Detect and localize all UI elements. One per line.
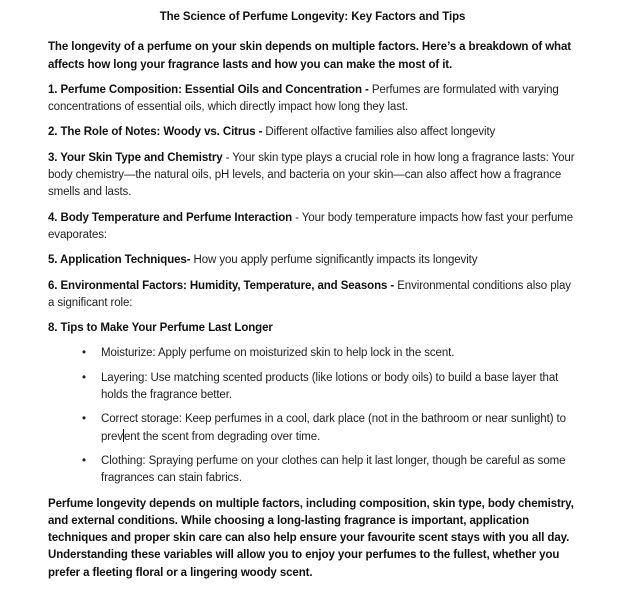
section-paragraph-4[interactable]	[48, 210, 577, 245]
section-heading-5: 5. Application Techniques-	[48, 254, 191, 267]
tip-text: Moisturize: Apply perfume on moisturized skin to help lock in the scent.	[101, 347, 455, 360]
section-heading-3: 3. Your Skin Type and Chemistry	[48, 151, 223, 164]
section-text-6: Environmental conditions also play a significant role:	[48, 279, 571, 309]
section-heading-8: 8. Tips to Make Your Perfume Last Longer	[48, 322, 273, 335]
section-heading-4: 4. Body Temperature and Perfume Interaction	[48, 211, 293, 224]
tip-text-before-caret: Correct storage: Keep perfumes in a cool, dark place (not in the bathroom or near sunlight) to prev	[101, 413, 566, 443]
bullet-icon: •	[82, 454, 86, 467]
section-text-3: - Your skin type plays a crucial role in how long a fragrance lasts: Your body chemistry—the natural oils, pH levels, and bacteria on your skin—can also affect how a fragrance smells and lasts.	[48, 151, 575, 199]
tip-item-clothing[interactable]	[82, 453, 577, 488]
tip-item-layering[interactable]	[82, 370, 577, 405]
section-paragraph-6[interactable]	[48, 278, 577, 313]
section-paragraph-2[interactable]	[48, 124, 577, 141]
section-paragraph-8[interactable]	[48, 320, 577, 337]
intro-paragraph[interactable]: The longevity of a perfume on your skin depends on multiple factors. Here’s a breakdown of what affects how long your fragrance lasts and how you can make the most of it.	[48, 41, 571, 71]
section-heading-2: 2. The Role of Notes: Woody vs. Citrus -	[48, 126, 263, 139]
tip-item-correct-storage[interactable]	[82, 411, 577, 446]
section-heading-6: 6. Environmental Factors: Humidity, Temperature, and Seasons -	[48, 279, 395, 292]
tip-item-moisturize[interactable]	[82, 345, 577, 362]
closing-paragraph[interactable]: Perfume longevity depends on multiple factors, including composition, skin type, body chemistry, and external conditions. While choosing a long-lasting fragrance is important, application techniques and proper skin care can also help ensure your favourite scent stays with you all day. Understanding these variables will allow you to enjoy your perfumes to the fullest, whether you prefer a fleeting floral or a lingering woody scent.	[48, 497, 574, 579]
tip-text-after-caret: ent the scent from degrading over time.	[123, 430, 321, 443]
tip-text	[101, 411, 577, 446]
tip-text: Clothing: Spraying perfume on your clothes can help it last longer, though be careful as some fragrances can stain fabrics.	[101, 454, 566, 485]
section-text-4: - Your body temperature impacts how fast your perfume evaporates:	[48, 211, 574, 241]
section-paragraph-1[interactable]	[48, 82, 577, 117]
document-title[interactable]: The Science of Perfume Longevity: Key Factors and Tips	[159, 11, 466, 23]
bullet-icon: •	[82, 413, 86, 426]
section-paragraph-5[interactable]	[48, 252, 577, 269]
tips-list	[48, 345, 577, 487]
bullet-icon: •	[82, 347, 86, 360]
section-text-2: Different olfactive families also affect longevity	[262, 126, 496, 139]
section-text-5: How you apply perfume significantly impacts its longevity	[190, 254, 478, 267]
section-heading-1: 1. Perfume Composition: Essential Oils and Concentration -	[48, 83, 369, 96]
tip-text: Layering: Use matching scented products (like lotions or body oils) to build a base layer that holds the fragrance better.	[101, 371, 559, 402]
bullet-icon: •	[82, 371, 86, 384]
section-paragraph-3[interactable]	[48, 150, 577, 202]
section-text-1: Perfumes are formulated with varying concentrations of essential oils, which directly impact how long they last.	[48, 83, 559, 114]
